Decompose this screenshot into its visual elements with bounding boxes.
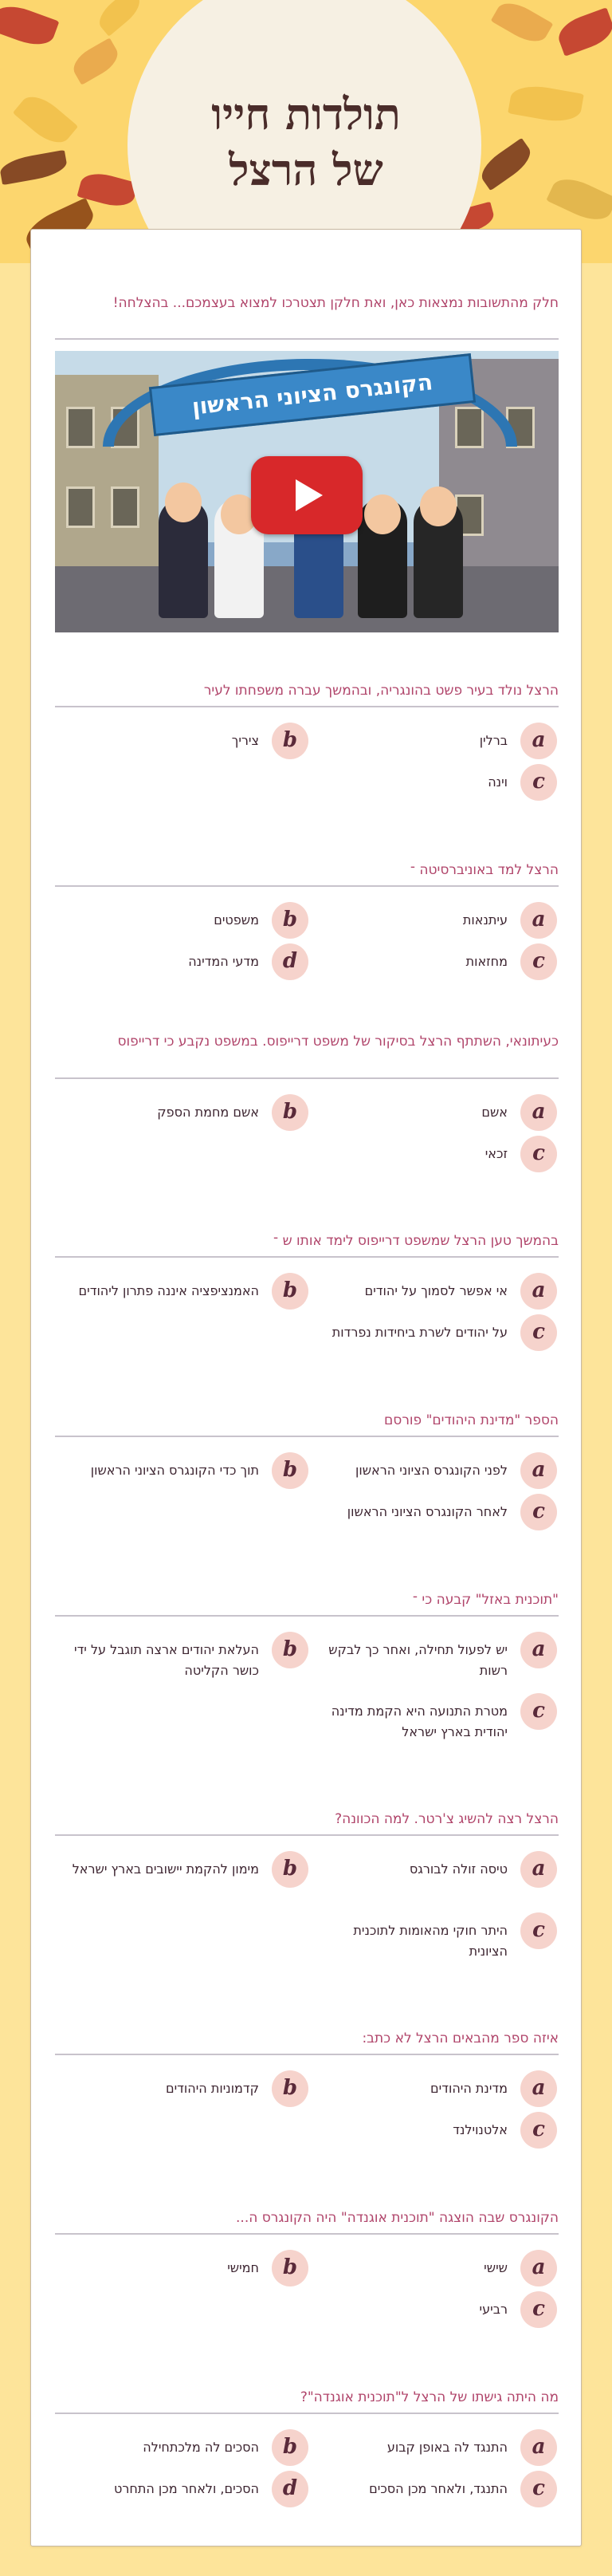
option-letter-badge: b: [272, 723, 308, 759]
divider: [55, 2413, 559, 2414]
option-letter-badge: a: [520, 1632, 557, 1668]
video-window: [66, 407, 95, 448]
option-letter-badge: a: [520, 2429, 557, 2466]
option-letter-badge: a: [520, 1851, 557, 1888]
option-text: תוך כדי הקונגרס הציוני הראשון: [90, 1463, 259, 1478]
option-text: התנגד, ולאחר מכן הסכים: [369, 2481, 508, 2496]
option-letter-badge: b: [272, 2429, 308, 2466]
option-text: משפטים: [214, 912, 259, 928]
option-letter-badge: c: [520, 1912, 557, 1949]
option-letter-badge: a: [520, 2070, 557, 2107]
option-letter-badge: c: [520, 2291, 557, 2328]
leaf-decoration: [69, 37, 124, 85]
divider: [55, 2233, 559, 2235]
option-letter-badge: b: [272, 1452, 308, 1489]
option-letter-badge: b: [272, 1632, 308, 1668]
leaf-decoration: [0, 0, 59, 51]
option-letter-badge: a: [520, 723, 557, 759]
option-text: יש לפעול תחילה, ואחר כך לבקש רשות: [328, 1642, 508, 1678]
option-text: מדעי המדינה: [188, 954, 259, 969]
question-title: הרצל למד באוניברסיטה ־: [410, 862, 559, 878]
option-text: טיסה זולה לבורגס: [409, 1861, 508, 1877]
video-window: [111, 486, 139, 528]
divider: [55, 1834, 559, 1836]
option-letter-badge: b: [272, 1851, 308, 1888]
question-title: הקונגרס שבה הוצגה "תוכנית אוגנדה" היה הקונגרס ה...: [236, 2210, 559, 2226]
page-title-line2: של הרצל: [229, 144, 383, 195]
option-text: מדינת היהודים: [430, 2081, 508, 2096]
option-text: מימון להקמת יישובים בארץ ישראל: [72, 1861, 259, 1877]
divider: [55, 1256, 559, 1258]
option-letter-badge: a: [520, 1273, 557, 1310]
divider: [55, 885, 559, 887]
option-text: עיתנאות: [462, 912, 508, 928]
leaf-decoration: [554, 7, 612, 57]
option-letter-badge: a: [520, 2250, 557, 2286]
video-character-head: [420, 486, 457, 526]
option-letter-badge: c: [520, 2471, 557, 2507]
option-letter-badge: c: [520, 1693, 557, 1730]
option-text: לפני הקונגרס הציוני הראשון: [355, 1463, 508, 1478]
option-text: האמנציפציה איננה פתרון ליהודים: [78, 1283, 259, 1298]
page-title-line1: תולדות חייו: [211, 89, 401, 140]
leaf-decoration: [491, 0, 554, 49]
divider: [55, 1436, 559, 1437]
divider: [55, 338, 559, 340]
play-button[interactable]: [251, 456, 363, 534]
option-text: מטרת התנועה היא הקמת מדינה יהודית בארץ ישראל: [331, 1704, 508, 1739]
option-text: אי אפשר לסמוך על יהודים: [364, 1283, 508, 1298]
question-title: מה היתה גישתו של הרצל ל"תוכנית אוגנדה"?: [300, 2389, 559, 2405]
option-letter-badge: b: [272, 2250, 308, 2286]
header-banner: [0, 0, 612, 263]
option-letter-badge: b: [272, 2070, 308, 2107]
option-text: קדמוניות היהודים: [165, 2081, 259, 2096]
question-title: הרצל רצה להשיג צ'רטר. למה הכוונה?: [335, 1811, 559, 1827]
option-text: חמישי: [227, 2260, 259, 2275]
video-embed[interactable]: [55, 351, 559, 632]
option-letter-badge: c: [520, 1314, 557, 1351]
page-title: [0, 86, 612, 198]
divider: [55, 2054, 559, 2055]
question-title: "תוכנית באזל" קבעה כי ־: [412, 1592, 559, 1608]
option-text: הסכים לה מלכתחילה: [143, 2440, 259, 2455]
option-letter-badge: b: [272, 902, 308, 939]
quiz-card: [30, 229, 582, 2546]
play-icon: [296, 479, 323, 511]
video-character-head: [165, 483, 202, 522]
question-title: בהמשך טען הרצל שמשפט דרייפוס לימד אותו ש ־: [273, 1233, 559, 1249]
option-letter-badge: c: [520, 1136, 557, 1172]
divider: [55, 1077, 559, 1079]
option-text: לאחר הקונגרס הציוני הראשון: [347, 1504, 508, 1519]
option-text: מחזאות: [465, 954, 508, 969]
option-text: על יהודים לשרת ביחידות נפרדות: [332, 1325, 508, 1340]
option-text: ציריך: [231, 733, 259, 748]
option-text: אלטנוילנד: [453, 2122, 508, 2137]
option-letter-badge: c: [520, 2112, 557, 2149]
video-banner-sign: הקונגרס הציוני הראשון: [149, 353, 476, 436]
intro-text: חלק מהתשובות נמצאות כאן, ואת חלקן תצטרכו למצוא בעצמכם... בהצלחה!: [112, 295, 559, 311]
video-window: [66, 486, 95, 528]
option-text: ברלין: [479, 733, 508, 748]
option-letter-badge: b: [272, 1273, 308, 1310]
divider: [55, 706, 559, 707]
option-text: הסכים, ולאחר מכן התחרט: [114, 2481, 259, 2496]
question-title: הספר "מדינת היהודים" פורסם: [384, 1412, 559, 1428]
option-letter-badge: d: [272, 2471, 308, 2507]
option-text: אשם: [481, 1105, 508, 1120]
option-letter-badge: a: [520, 1094, 557, 1131]
option-letter-badge: d: [272, 943, 308, 980]
option-text: העלאת יהודים ארצה תוגבל על ידי כושר הקליטה: [73, 1642, 259, 1678]
option-letter-badge: a: [520, 902, 557, 939]
option-text: אשם מחמת הספק: [157, 1105, 259, 1120]
option-letter-badge: c: [520, 764, 557, 801]
option-text: רביעי: [479, 2302, 508, 2317]
option-text: וינה: [488, 774, 508, 790]
leaf-decoration: [93, 0, 145, 37]
divider: [55, 1615, 559, 1617]
option-text: התנגד לה באופן קבוע: [386, 2440, 508, 2455]
option-letter-badge: c: [520, 943, 557, 980]
video-character-head: [364, 494, 401, 534]
option-letter-badge: a: [520, 1452, 557, 1489]
question-title: איזה ספר מהבאים הרצל לא כתב:: [362, 2030, 559, 2046]
question-title: כעיתונאי, השתתף הרצל בסיקור של משפט דרייפוס. במשפט נקבע כי דרייפוס: [117, 1034, 559, 1050]
question-title: הרצל נולד בעיר פשט בהונגריה, ובהמשך עברה משפחתו לעיר: [203, 683, 559, 699]
option-text: היתר חוקי מהאומות לתוכנית הציונית: [353, 1923, 508, 1959]
option-text: זכאי: [484, 1146, 508, 1161]
option-text: שישי: [484, 2260, 508, 2275]
option-letter-badge: b: [272, 1094, 308, 1131]
option-letter-badge: c: [520, 1494, 557, 1530]
